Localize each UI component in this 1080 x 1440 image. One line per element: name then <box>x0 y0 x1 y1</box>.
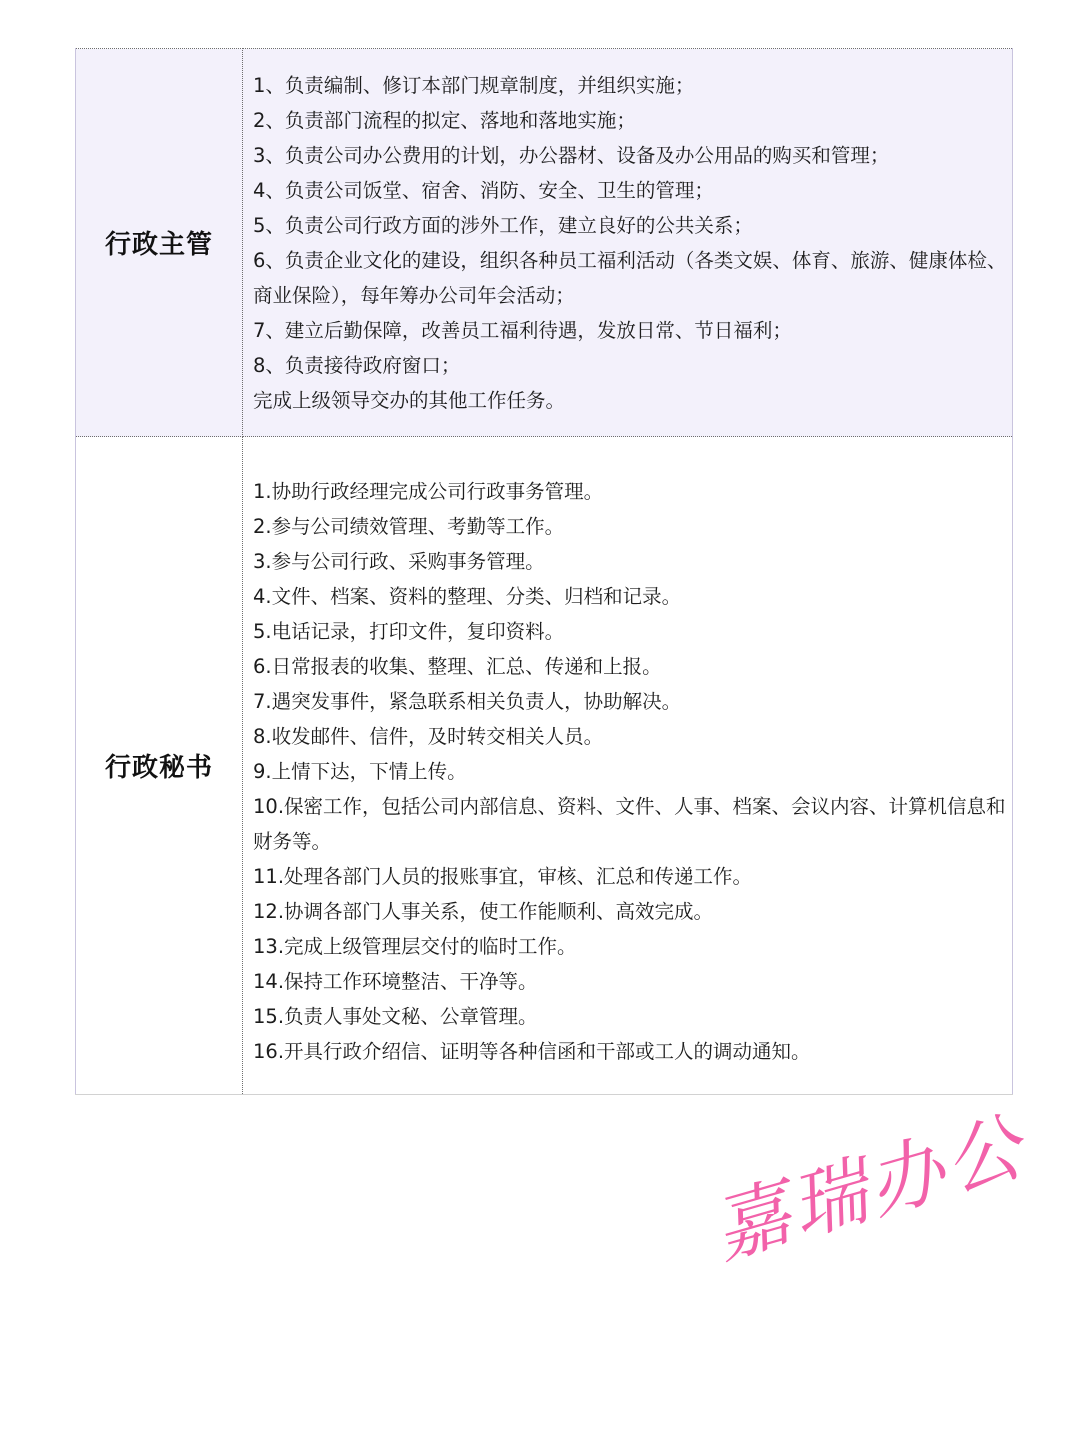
duty-item: 9.上情下达，下情上传。 <box>253 760 467 783</box>
table-row-secretary <box>76 437 1013 1095</box>
duty-item: 3、负责公司办公费用的计划，办公器材、设备及办公用品的购买和管理； <box>253 143 890 167</box>
duty-item: 5、负责公司行政方面的涉外工作，建立良好的公共关系； <box>253 213 753 237</box>
role-title-supervisor: 行政主管 <box>76 49 243 437</box>
duty-item: 2.参与公司绩效管理、考勤等工作。 <box>253 515 565 538</box>
job-duty-table <box>75 48 1013 1095</box>
duty-item: 13.完成上级管理层交付的临时工作。 <box>253 935 577 958</box>
duty-item: 10.保密工作，包括公司内部信息、资料、文件、人事、档案、会议内容、计算机信息和财务等。 <box>253 795 1006 853</box>
duty-item: 4、负责公司饭堂、宿舍、消防、安全、卫生的管理； <box>253 178 714 202</box>
duty-item: 7、建立后勤保障，改善员工福利待遇，发放日常、节日福利； <box>253 318 792 342</box>
duty-item: 完成上级领导交办的其他工作任务。 <box>253 388 566 412</box>
duty-item: 1.协助行政经理完成公司行政事务管理。 <box>253 480 604 503</box>
duty-item: 3.参与公司行政、采购事务管理。 <box>253 550 545 573</box>
duty-item: 14.保持工作环境整洁、干净等。 <box>253 970 538 993</box>
duty-item: 16.开具行政介绍信、证明等各种信函和干部或工人的调动通知。 <box>253 1040 811 1063</box>
duty-item: 6.日常报表的收集、整理、汇总、传递和上报。 <box>253 655 662 678</box>
duty-cell-supervisor <box>243 49 1013 437</box>
duty-item: 8、负责接待政府窗口； <box>253 353 461 377</box>
duty-item: 5.电话记录，打印文件，复印资料。 <box>253 620 565 643</box>
duty-cell-secretary <box>243 437 1013 1095</box>
duty-item: 8.收发邮件、信件，及时转交相关人员。 <box>253 725 604 748</box>
watermark-text: 嘉瑞办公 <box>703 1100 1036 1275</box>
duty-item: 11.处理各部门人员的报账事宜，审核、汇总和传递工作。 <box>253 865 753 888</box>
role-title-secretary: 行政秘书 <box>76 437 243 1095</box>
duty-item: 15.负责人事处文秘、公章管理。 <box>253 1005 538 1028</box>
duty-item: 12.协调各部门人事关系，使工作能顺利、高效完成。 <box>253 900 714 923</box>
duty-list-secretary <box>253 474 1008 1069</box>
duty-list-supervisor <box>253 68 1008 418</box>
table-row-supervisor <box>76 49 1013 437</box>
duty-item: 7.遇突发事件，紧急联系相关负责人，协助解决。 <box>253 690 682 713</box>
duty-item: 1、负责编制、修订本部门规章制度，并组织实施； <box>253 73 695 97</box>
duty-item: 6、负责企业文化的建设，组织各种员工福利活动（各类文娱、体育、旅游、健康体检、商业保险），每年筹办公司年会活动； <box>253 248 1007 307</box>
duty-item: 4.文件、档案、资料的整理、分类、归档和记录。 <box>253 585 682 608</box>
duty-item: 2、负责部门流程的拟定、落地和落地实施； <box>253 108 636 132</box>
